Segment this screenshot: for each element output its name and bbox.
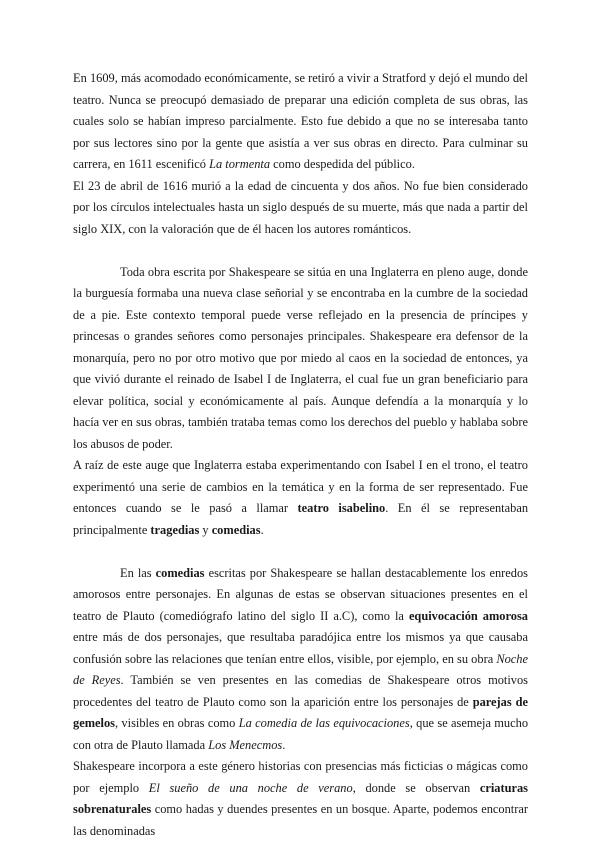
paragraph [73, 563, 528, 757]
text-run: . [282, 737, 286, 752]
text-run: . [260, 522, 264, 537]
paragraph-gap [73, 240, 528, 262]
italic-title: El sueño de una noche de verano [148, 780, 353, 795]
document-body [73, 68, 528, 842]
text-run: entre más de dos personajes, que resultaba paradójica entre los mismos ya que causaba confusión sobre las relaciones que tenían entre ellos, visible, por ejemplo, en su obra [73, 630, 528, 666]
text-run: . También se ven presentes en las comedias de Shakespeare otros motivos procedentes del teatro de Plauto como son la aparición entre los personajes de [73, 673, 529, 709]
text-run: , que se asemeja mucho con otra de Plauto llamada [73, 716, 529, 752]
bold-term: equivocación amorosa [408, 608, 528, 623]
italic-title: Noche de Reyes [73, 651, 528, 687]
text-run: escritas por Shakespeare se hallan destacablemente los enredos amorosos entre personajes. En algunas de estas se observan situaciones presentes en el teatro de Plauto (comediógrafo latino del siglo II a.C), como la [73, 565, 528, 623]
text-run: , visibles en obras como [114, 716, 239, 730]
text-run: El 23 de abril de 1616 murió a la edad de cincuenta y dos años. No fue bien considerado por los círculos intelectuales hasta un siglo después de su muerte, más que nada a partir del siglo XIX, con la valoración que de él hacen los autores románticos. [73, 178, 528, 236]
bold-term: criaturas sobrenaturales [73, 780, 528, 816]
paragraph [73, 68, 528, 176]
text-run: Toda obra escrita por Shakespeare se sitúa en una Inglaterra en pleno auge, donde la burguesía formaba una nueva clase señorial y se encontraba en la cumbre de la sociedad de a pie. Este contexto temporal puede verse reflejado en la presencia de príncipes y princesas o grandes señores como personajes principales. Shakespeare era defensor de la monarquía, pero no por otro motivo que por miedo al caos en la sociedad de entonces, ya que vivió durante el reinado de Isabel I de Inglaterra, el cual fue un gran beneficiario para elevar política, social y económicamente al país. Aunque defendía a la monarquía y lo hacía ver en sus obras, también trataba temas como los derechos del pueblo y hablaba sobre los abusos de poder. [73, 264, 528, 451]
text-run: como hadas y duendes presentes en un bosque. Aparte, podemos encontrar las denominadas [73, 802, 528, 838]
text-run: En las [120, 565, 156, 580]
italic-title: Los Menecmos [208, 737, 283, 752]
text-run: Shakespeare incorpora a este género historias con presencias más ficticias o mágicas como por ejemplo [73, 759, 528, 795]
paragraph [73, 455, 528, 541]
text-run: y [199, 522, 212, 537]
paragraph [73, 176, 528, 241]
text-run: como despedida del público. [270, 157, 415, 171]
bold-term: tragedias [150, 522, 200, 537]
italic-title: La comedia de las equivocaciones [238, 716, 410, 730]
text-run: En 1609, más acomodado económicamente, se retiró a vivir a Stratford y dejó el mundo del teatro. Nunca se preocupó demasiado de preparar una edición completa de sus obras, las cuales solo se habían impreso parcialmente. Esto fue debido a que no se interesaba tanto por sus lectores sino por la gente que asistía a ver sus obras en directo. Para culminar su carrera, en 1611 escenificó [73, 71, 528, 171]
text-run: , donde se observan [352, 780, 480, 795]
bold-term: parejas de gemelos [73, 694, 528, 730]
paragraph [73, 756, 528, 842]
paragraph [73, 262, 528, 456]
italic-title: La tormenta [209, 157, 271, 171]
paragraph-gap [73, 541, 528, 563]
bold-term: teatro isabelino [297, 501, 386, 515]
text-run: . En él se representaban principalmente [73, 501, 529, 537]
text-run: A raíz de este auge que Inglaterra estaba experimentando con Isabel I en el trono, el teatro experimentó una serie de cambios en la temática y en la forma de ser representado. Fue entonces cuando se le pasó a llamar [73, 458, 528, 515]
bold-term: comedias [211, 522, 261, 537]
bold-term: comedias [155, 565, 205, 580]
